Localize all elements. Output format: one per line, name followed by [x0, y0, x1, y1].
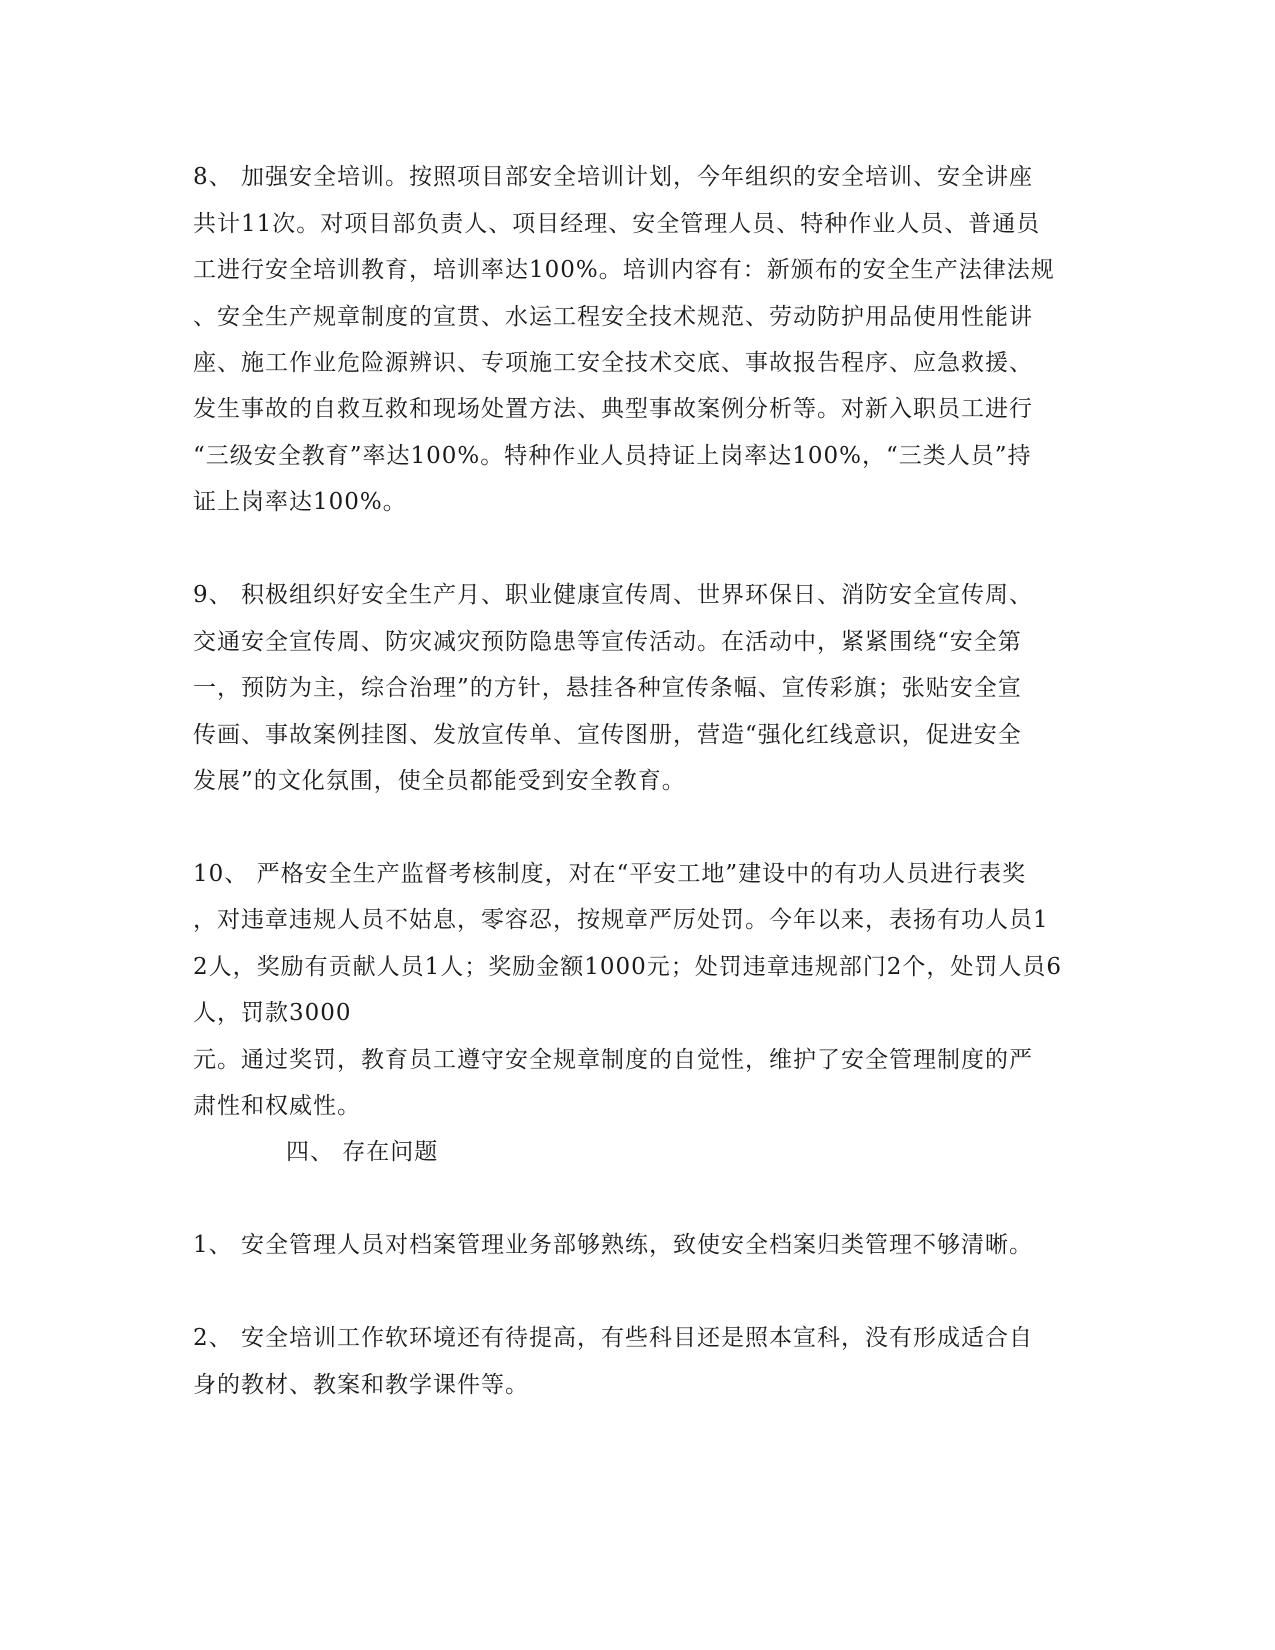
text-line: 9、 积极组织好安全生产月、职业健康宣传周、世界环保日、消防安全宣传周、: [193, 582, 1033, 608]
text-line: 2、 安全培训工作软环境还有待提高，有些科目还是照本宣科，没有形成适合自: [193, 1325, 1033, 1351]
text-line: 座、施工作业危险源辨识、专项施工安全技术交底、事故报告程序、应急救援、: [193, 350, 1033, 376]
text-line: 身的教材、教案和教学课件等。: [193, 1372, 529, 1398]
text-line: 肃性和权威性。: [193, 1093, 361, 1119]
text-line: 10、 严格安全生产监督考核制度，对在“平安工地”建设中的有功人员进行表奖: [193, 861, 1027, 887]
text-line: 工进行安全培训教育，培训率达100%。培训内容有：新颁布的安全生产法律法规: [193, 257, 1055, 283]
text-line: 8、 加强安全培训。按照项目部安全培训计划，今年组织的安全培训、安全讲座: [193, 164, 1033, 190]
text-line: ，对违章违规人员不姑息，零容忍，按规章严厉处罚。今年以来，表扬有功人员1: [193, 907, 1049, 933]
text-line: 发展”的文化氛围，使全员都能受到安全教育。: [193, 768, 686, 794]
text-line: 交通安全宣传周、防灾减灾预防隐患等宣传活动。在活动中，紧紧围绕“安全第: [193, 629, 1022, 655]
text-line: 共计11次。对项目部负责人、项目经理、安全管理人员、特种作业人员、普通员: [193, 211, 1041, 237]
text-line: 一，预防为主，综合治理”的方针，悬挂各种宣传条幅、宣传彩旗；张贴安全宣: [193, 675, 1022, 701]
text-line: 传画、事故案例挂图、发放宣传单、宣传图册，营造“强化红线意识，促进安全: [193, 722, 1022, 748]
text-line: “三级安全教育”率达100%。特种作业人员持证上岗率达100%，“三类人员”持: [193, 443, 1032, 469]
text-line: 元。通过奖罚，教育员工遵守安全规章制度的自觉性，维护了安全管理制度的严: [193, 1047, 1033, 1073]
text-line: 、安全生产规章制度的宣贯、水运工程安全技术规范、劳动防护用品使用性能讲: [193, 304, 1033, 330]
text-line: 2人，奖励有贡献人员1人；奖励金额1000元；处罚违章违规部门2个，处罚人员6: [193, 954, 1063, 980]
section-heading: 四、 存在问题: [286, 1139, 439, 1165]
text-line: 1、 安全管理人员对档案管理业务部够熟练，致使安全档案归类管理不够清晰。: [193, 1232, 1033, 1258]
text-line: 发生事故的自救互救和现场处置方法、典型事故案例分析等。对新入职员工进行: [193, 396, 1033, 422]
text-line: 证上岗率达100%。: [193, 489, 407, 515]
text-line: 人，罚款3000: [193, 1000, 352, 1026]
